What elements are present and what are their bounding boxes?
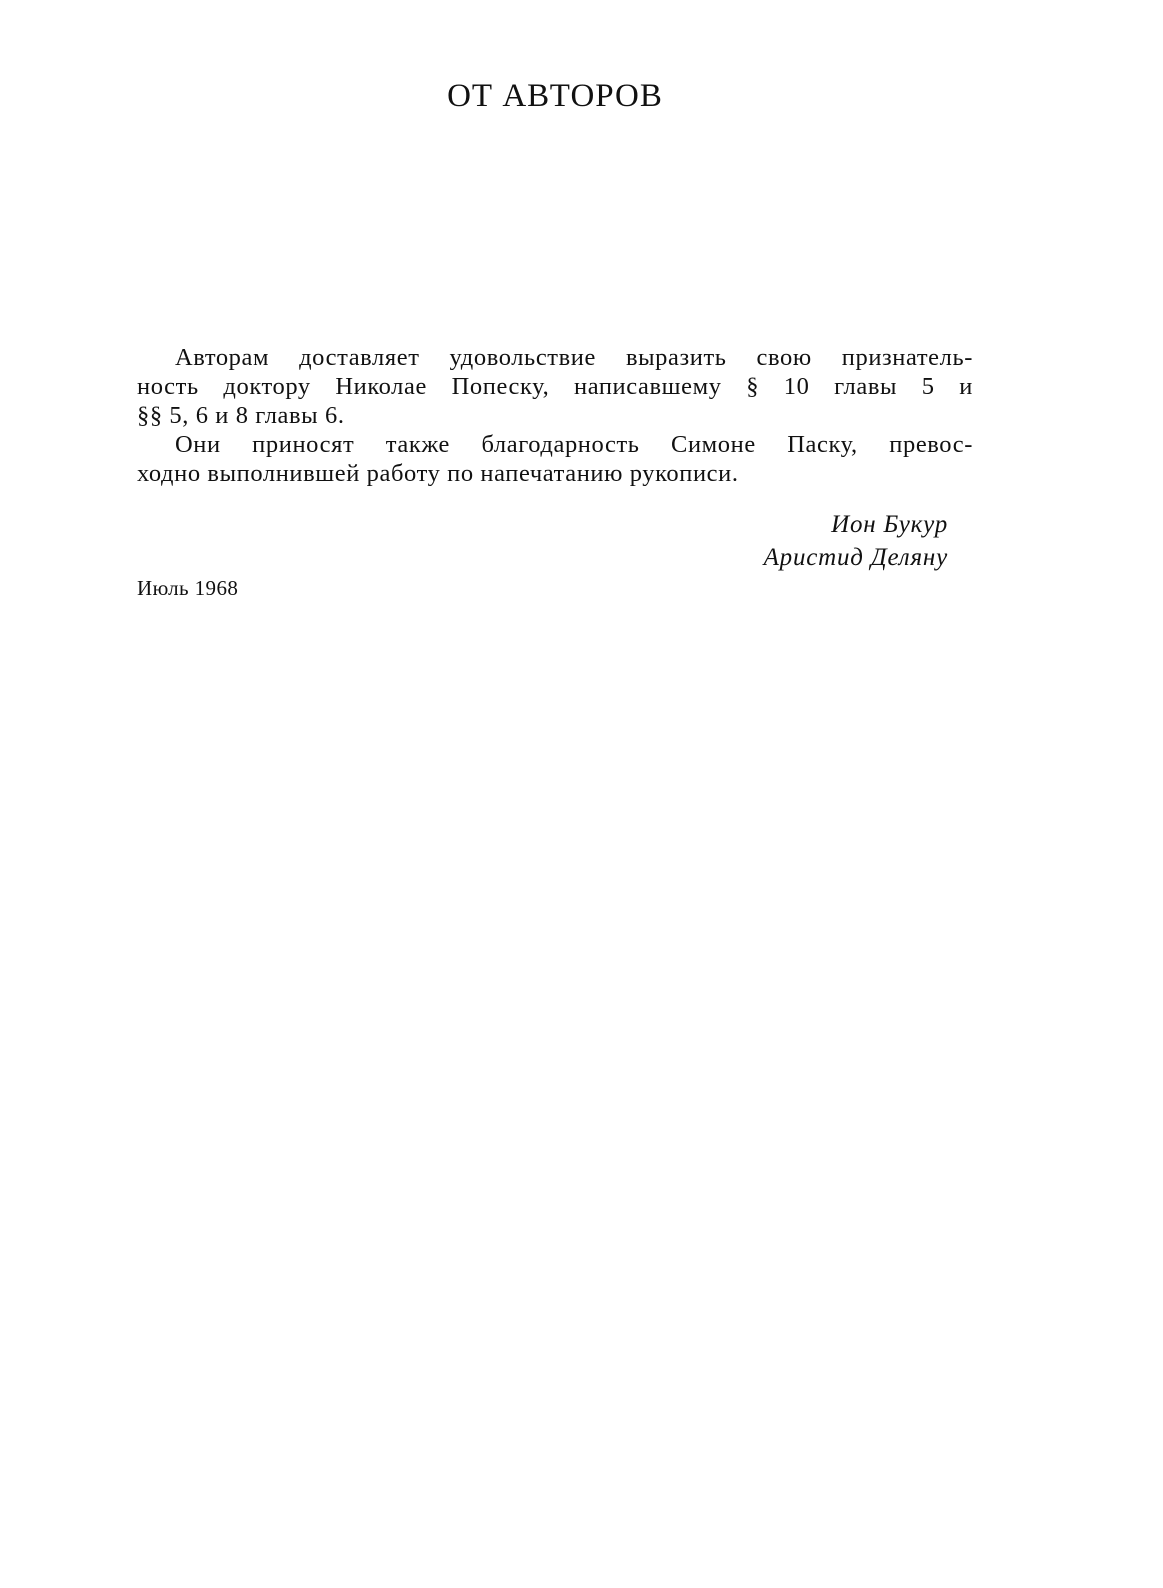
- author-name: Ион Букур: [831, 511, 948, 538]
- paragraph-acknowledgement-1: [137, 343, 973, 430]
- text-line: §§ 5, 6 и 8 главы 6.: [137, 402, 345, 429]
- author-name: Аристид Деляну: [763, 544, 948, 571]
- text-line: Авторам доставляет удовольствие выразить свою признатель-: [175, 344, 973, 371]
- page-title: ОТ АВТОРОВ: [447, 78, 663, 114]
- paragraph-acknowledgement-2: [137, 430, 973, 488]
- document-date: Июль 1968: [137, 576, 239, 600]
- author-signatures: [764, 508, 948, 574]
- text-line: Они приносят также благодарность Симоне Паску, превос-: [175, 431, 973, 458]
- text-line: ходно выполнившей работу по напечатанию рукописи.: [137, 460, 739, 487]
- document-body: [137, 343, 973, 488]
- text-line: ность доктору Николае Попеску, написавшему § 10 главы 5 и: [137, 373, 973, 400]
